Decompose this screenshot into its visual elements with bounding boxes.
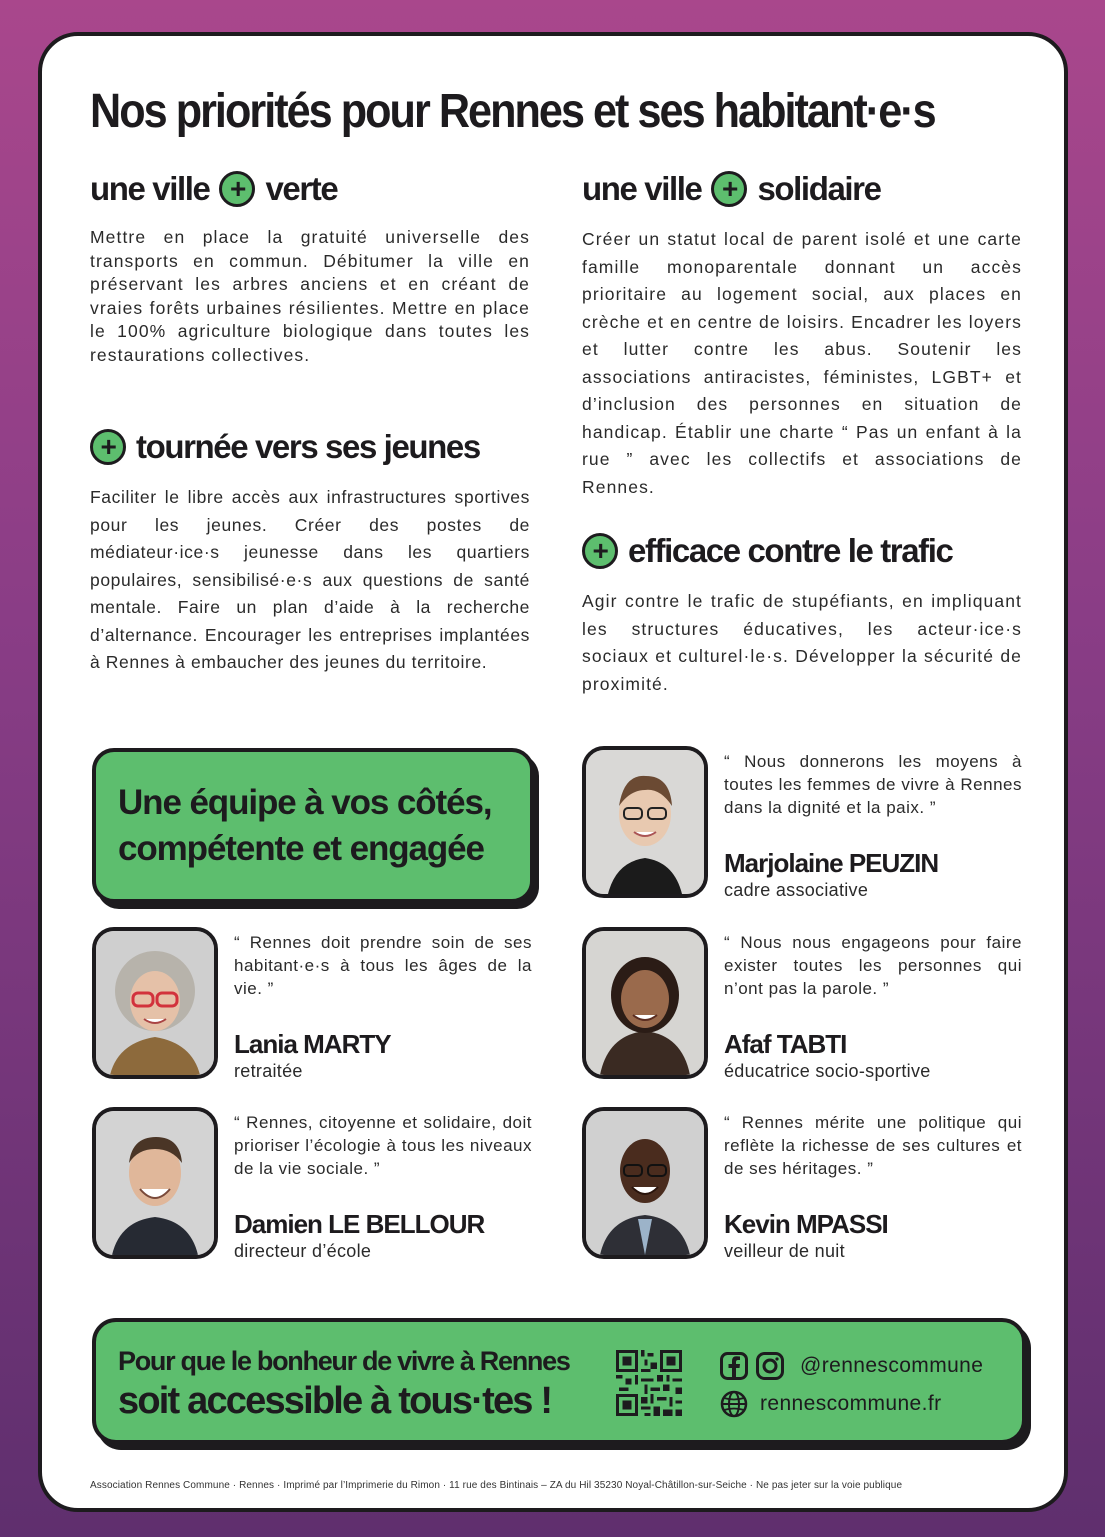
person-card xyxy=(582,1107,1022,1267)
section-text-jeunes: Faciliter le libre accès aux infrastructures sportives pour les jeunes. Créer des postes de médiateur·ice·s jeunesse dans les quartiers populaires, sensibilisé·e·s aux questions de santé mentale. Faire un plan d’aide à la recherche d’alternance. Encourager les entreprises implantées à Rennes à embaucher des jeunes du territoire. xyxy=(90,487,530,672)
facebook-icon[interactable] xyxy=(720,1352,748,1380)
section-prefix: une ville xyxy=(582,170,702,207)
person-name: Kevin MPASSI xyxy=(724,1209,888,1239)
section-suffix: efficace contre le trafic xyxy=(628,532,953,569)
section-text-solidaire: Créer un statut local de parent isolé et une carte famille monoparentale donnant un accès prioritaire au logement social, aux places en crèche et en centre de loisirs. Encadrer les loyers et lutter contre les abus. Soutenir les associations antiracistes, féministes, LGBT+ et d’inclusion des personnes en situation de handicap. Établir une charte “ Pas un enfant à la rue ” avec les collectifs et associations de Rennes. xyxy=(582,229,1022,497)
person-quote: “ Rennes doit prendre soin de ses habitant·e·s à tous les âges de la vie. ” xyxy=(234,933,532,998)
person-role: retraitée xyxy=(234,1061,303,1081)
section-heading-trafic xyxy=(582,532,953,570)
person-quote: “ Nous nous engageons pour faire exister toutes les personnes qui n’ont pas la parole. ” xyxy=(724,933,1022,998)
person-name: Afaf TABTI xyxy=(724,1029,847,1059)
person-role: directeur d’école xyxy=(234,1241,372,1261)
person-role: cadre associative xyxy=(724,880,869,900)
legal-footer: Association Rennes Commune · Rennes · Imprimé par l’Imprimerie du Rimon · 11 rue des Bintinais – ZA du Hil 35230 Noyal-Châtillon-sur-Seiche · Ne pas jeter sur la voie publique xyxy=(90,1480,903,1491)
person-quote: “ Rennes, citoyenne et solidaire, doit prioriser l’écologie à tous les niveaux de la vie sociale. ” xyxy=(234,1113,532,1178)
flyer-card xyxy=(38,32,1068,1512)
team-heading-line2: compétente et engagée xyxy=(118,828,484,868)
team-box xyxy=(92,748,534,903)
slogan-box xyxy=(92,1318,1026,1444)
avatar xyxy=(92,927,218,1079)
person-name: Marjolaine PEUZIN xyxy=(724,848,939,878)
section-suffix: tournée vers ses jeunes xyxy=(136,428,480,465)
person-card xyxy=(582,746,1022,906)
section-prefix: une ville xyxy=(90,170,210,207)
qr-code-icon[interactable] xyxy=(616,1350,682,1416)
avatar xyxy=(582,746,708,898)
plus-circle-icon: + xyxy=(90,429,126,465)
avatar xyxy=(92,1107,218,1259)
team-heading-line1: Une équipe à vos côtés, xyxy=(118,782,492,822)
person-card xyxy=(582,927,1022,1087)
plus-circle-icon: + xyxy=(582,533,618,569)
social-links xyxy=(720,1352,983,1380)
plus-circle-icon: + xyxy=(219,171,255,207)
website-url[interactable]: rennescommune.fr xyxy=(760,1392,942,1415)
avatar xyxy=(582,927,708,1079)
avatar xyxy=(582,1107,708,1259)
social-handle[interactable]: @rennescommune xyxy=(800,1354,984,1377)
section-heading-verte xyxy=(90,170,337,208)
plus-circle-icon: + xyxy=(711,171,747,207)
person-card xyxy=(92,1107,532,1267)
globe-icon xyxy=(720,1390,748,1418)
team-heading xyxy=(118,780,491,872)
instagram-icon[interactable] xyxy=(756,1352,784,1380)
section-suffix: solidaire xyxy=(757,170,881,207)
section-heading-jeunes xyxy=(90,428,480,466)
person-role: veilleur de nuit xyxy=(724,1241,845,1261)
person-name: Lania MARTY xyxy=(234,1029,391,1059)
section-heading-solidaire xyxy=(582,170,881,208)
section-suffix: verte xyxy=(265,170,338,207)
page-title: Nos priorités pour Rennes et ses habitant·e·s xyxy=(90,85,935,138)
person-card xyxy=(92,927,532,1087)
slogan-line1: Pour que le bonheur de vivre à Rennes xyxy=(118,1346,570,1376)
person-quote: “ Rennes mérite une politique qui reflète la richesse de ses cultures et de ses héritages. ” xyxy=(724,1113,1022,1178)
person-name: Damien LE BELLOUR xyxy=(234,1209,485,1239)
person-quote: “ Nous donnerons les moyens à toutes les femmes de vivre à Rennes dans la dignité et la paix. ” xyxy=(724,752,1022,817)
section-text-verte: Mettre en place la gratuité universelle des transports en commun. Débitumer la ville en préservant les arbres anciens et en créant de vraies forêts urbaines résilientes. Mettre en place le 100% agriculture biologique dans toutes les restaurations collectives. xyxy=(90,227,530,365)
section-text-trafic: Agir contre le trafic de stupéfiants, en impliquant les structures éducatives, les acteur·ice·s sociaux et culturel·le·s. Développer la sécurité de proximité. xyxy=(582,591,1022,694)
person-role: éducatrice socio-sportive xyxy=(724,1061,931,1081)
slogan-line2: soit accessible à tous·tes ! xyxy=(118,1380,552,1422)
website-link[interactable] xyxy=(720,1390,941,1418)
